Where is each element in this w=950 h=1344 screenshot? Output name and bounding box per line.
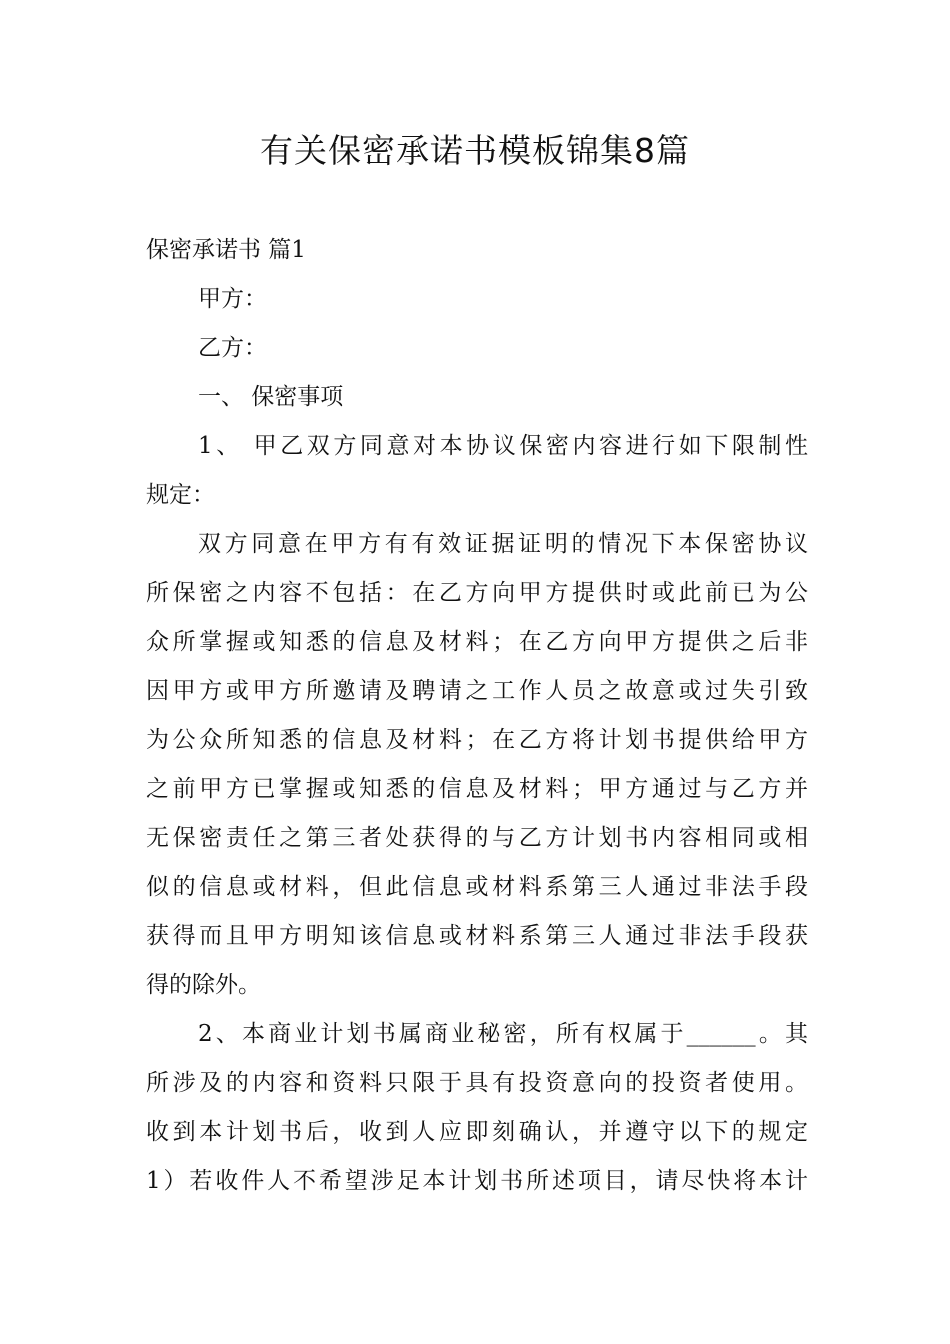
section-heading: 保密承诺书 篇1 xyxy=(146,237,306,263)
paragraph-line: 2、本商业计划书属商业秘密，所有权属于______。其 xyxy=(198,1021,808,1047)
paragraph-line: 获得而且甲方明知该信息或材料系第三人通过非法手段获 xyxy=(146,923,808,949)
paragraph-line: 因甲方或甲方所邀请及聘请之工作人员之故意或过失引致 xyxy=(146,678,808,704)
paragraph-line: 似的信息或材料，但此信息或材料系第三人通过非法手段 xyxy=(146,874,808,900)
paragraph-line: 收到本计划书后，收到人应即刻确认，并遵守以下的规定 xyxy=(146,1119,808,1145)
document-title: 有关保密承诺书模板锦集8篇 xyxy=(260,131,690,170)
paragraph-line: 所涉及的内容和资料只限于具有投资意向的投资者使用。 xyxy=(146,1070,808,1096)
paragraph-line: 所保密之内容不包括：在乙方向甲方提供时或此前已为公 xyxy=(146,580,808,606)
paragraph-line: 1、 甲乙双方同意对本协议保密内容进行如下限制性 xyxy=(198,433,808,459)
clause-heading: 一、 保密事项 xyxy=(198,384,344,410)
paragraph-line: 无保密责任之第三者处获得的与乙方计划书内容相同或相 xyxy=(146,825,808,851)
document-body xyxy=(146,226,808,1206)
paragraph-line: 之前甲方已掌握或知悉的信息及材料；甲方通过与乙方并 xyxy=(146,776,808,802)
paragraph-line: 双方同意在甲方有有效证据证明的情况下本保密协议 xyxy=(198,531,808,557)
paragraph-line: 规定： xyxy=(146,482,215,508)
paragraph-line: 得的除外。 xyxy=(146,972,261,998)
party-b-line: 乙方： xyxy=(198,335,267,361)
paragraph-line: 众所掌握或知悉的信息及材料；在乙方向甲方提供之后非 xyxy=(146,629,808,655)
paragraph-line: 为公众所知悉的信息及材料；在乙方将计划书提供给甲方 xyxy=(146,727,808,753)
party-a-line: 甲方： xyxy=(198,286,267,312)
paragraph-line: 1）若收件人不希望涉足本计划书所述项目，请尽快将本计 xyxy=(146,1168,808,1194)
